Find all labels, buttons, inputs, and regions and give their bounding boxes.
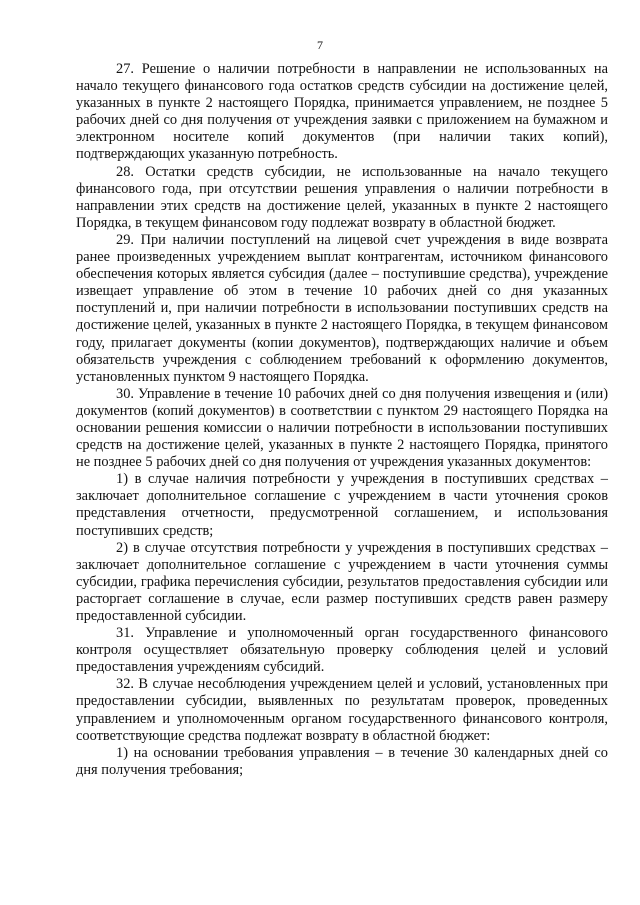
paragraph-30-item-2: 2) в случае отсутствия потребности у учреждения в поступивших средствах – заключает дополнительное соглашение с учреждением в части уточнения суммы субсидии, графика перечисления субсидии, результатов предоставления субсидии или расторгает соглашение в случае, если размер поступивших средств равен размеру предоставленной субсидии. [76, 539, 608, 624]
paragraph-30-item-1: 1) в случае наличия потребности у учреждения в поступивших средствах – заключает дополнительное соглашение с учреждением в части уточнения сроков представления отчетности, предусмотренной соглашением, и использования поступивших средств; [76, 471, 608, 539]
paragraph-27: 27. Решение о наличии потребности в направлении не использованных на начало текущего финансового года остатков средств субсидии на достижение целей, указанных в пункте 2 настоящего Порядка, принимается управлением, не позднее 5 рабочих дней со дня получения от учреждения заявки с приложением на бумажном и электронном носителе копий документов (при наличии таких копий), подтверждающих указанную потребность. [76, 61, 608, 163]
page-number: 7 [317, 38, 323, 52]
paragraph-32: 32. В случае несоблюдения учреждением целей и условий, установленных при предоставлении субсидии, выявленных по результатам проверок, проведенных управлением и уполномоченным органом государственного финансового контроля, соответствующие средства подлежат возврату в областной бюджет: [76, 676, 608, 744]
paragraph-30: 30. Управление в течение 10 рабочих дней со дня получения извещения и (или) документов (копий документов) в соответствии с пунктом 29 настоящего Порядка на основании решения комиссии о наличии потребности в использовании поступивших средств на достижение целей, указанных в пункте 2 настоящего Порядка, принятого не позднее 5 рабочих дней со дня получения от учреждения указанных документов: [76, 385, 608, 471]
paragraph-29: 29. При наличии поступлений на лицевой счет учреждения в виде возврата ранее произведенных учреждением выплат контрагентам, источником финансового обеспечения которых является субсидия (далее – поступившие средства), учреждение извещает управление об этом в течение 10 рабочих дней со дня указанных поступлений и, при наличии потребности в использовании поступивших средств на достижение целей, указанных в пункте 2 настоящего Порядка, в текущем финансовом году, прилагает документы (копии документов), подтверждающих наличие и объем обязательств учреждения с соблюдением требований к оформлению документов, установленных пунктом 9 настоящего Порядка. [76, 231, 608, 385]
document-body [76, 61, 608, 779]
paragraph-32-item-1: 1) на основании требования управления – в течение 30 календарных дней со дня получения требования; [76, 744, 608, 778]
paragraph-31: 31. Управление и уполномоченный орган государственного финансового контроля осуществляет обязательную проверку соблюдения целей и условий предоставления учреждениям субсидий. [76, 625, 608, 676]
paragraph-28: 28. Остатки средств субсидии, не использованные на начало текущего финансового года, при отсутствии решения управления о наличии потребности в направлении этих средств на достижение целей, указанных в пункте 2 настоящего Порядка, в текущем финансовом году подлежат возврату в областной бюджет. [76, 163, 608, 231]
